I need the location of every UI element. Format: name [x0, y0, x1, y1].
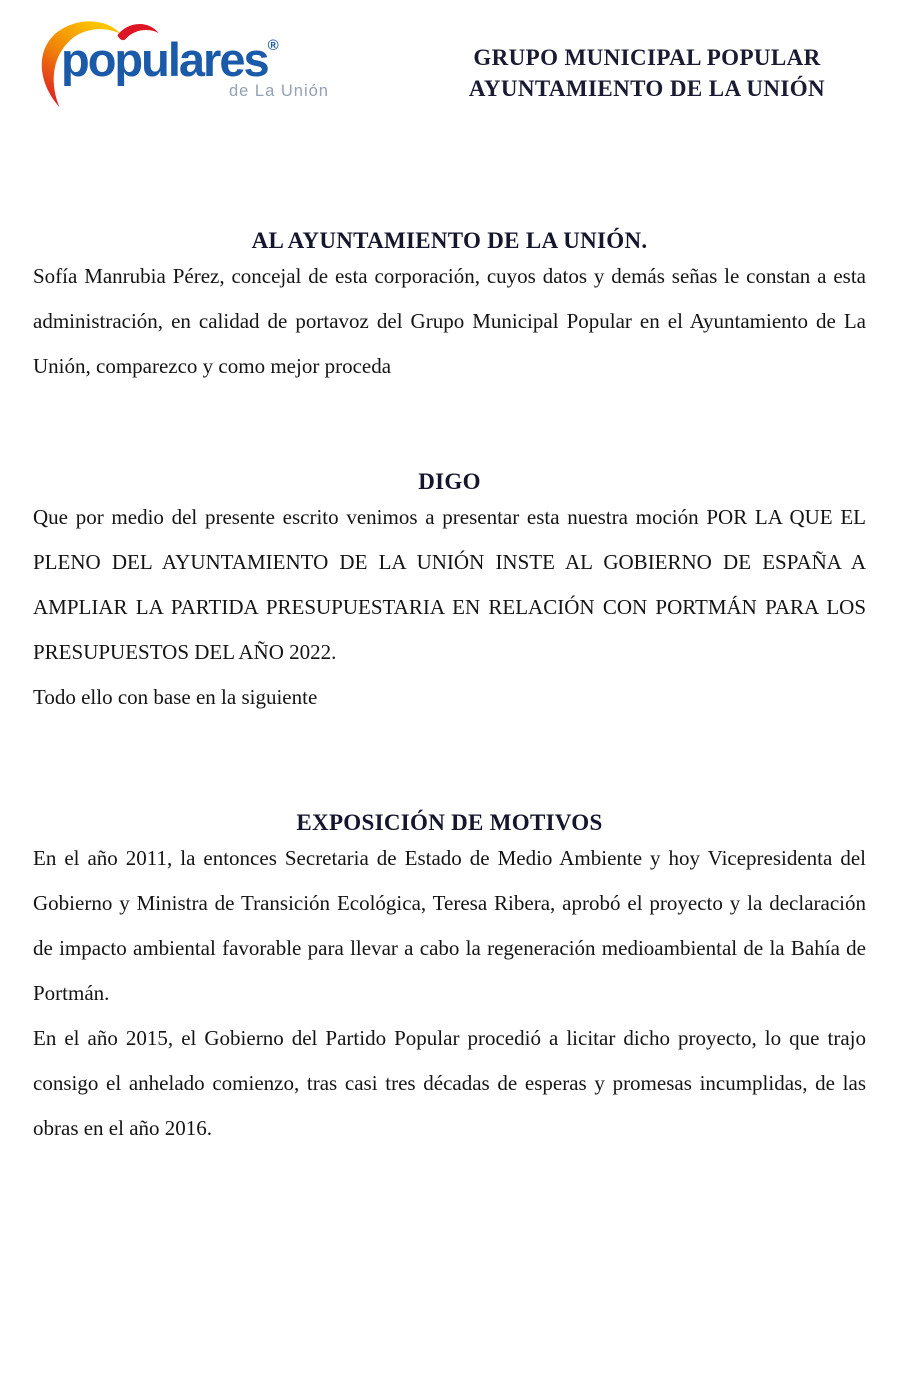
paragraph-basis: Todo ello con base en la siguiente [33, 685, 318, 709]
paragraph-intro: Sofía Manrubia Pérez, concejal de esta corporación, cuyos datos y demás señas le constan a esta administración, en calidad de portavoz del Grupo Municipal Popular en el Ayuntamiento de La Unión, comparezco y como mejor proceda [33, 264, 866, 378]
paragraph-motion: Que por medio del presente escrito venimos a presentar esta nuestra moción POR LA QUE EL PLENO DEL AYUNTAMIENTO DE LA UNIÓN INSTE AL GOBIERNO DE ESPAÑA A AMPLIAR LA PARTIDA PRESUPUESTARIA EN RELACIÓN CON PORTMÁN PARA LOS PRESUPUESTOS DEL AÑO 2022. [33, 505, 866, 664]
document-body [33, 228, 866, 1151]
logo-wordmark [61, 32, 279, 87]
letterhead [33, 14, 866, 106]
registered-trademark-icon: ® [267, 37, 279, 54]
letterhead-line1: GRUPO MUNICIPAL POPULAR [473, 45, 821, 70]
letterhead-title-block [428, 42, 866, 104]
document-title: AL AYUNTAMIENTO DE LA UNIÓN. [251, 228, 648, 253]
pp-logo [33, 14, 343, 106]
letterhead-line2: AYUNTAMIENTO DE LA UNIÓN [468, 76, 826, 101]
heading-digo: DIGO [418, 469, 481, 494]
logo-subtitle: de La Unión [229, 82, 329, 100]
paragraph-year-2015: En el año 2015, el Gobierno del Partido Popular procedió a licitar dicho proyecto, lo que trajo consigo el anhelado comienzo, tras casi tres décadas de esperas y promesas incumplidas, de las obras en el año 2016. [33, 1026, 866, 1140]
logo-brand-text: populares [61, 33, 268, 86]
heading-exposicion-de-motivos: EXPOSICIÓN DE MOTIVOS [296, 810, 603, 835]
paragraph-year-2011: En el año 2011, la entonces Secretaria de Estado de Medio Ambiente y hoy Vicepresidenta del Gobierno y Ministra de Transición Ecológica, Teresa Ribera, aprobó el proyecto y la declaración de impacto ambiental favorable para llevar a cabo la regeneración medioambiental de la Bahía de Portmán. [33, 846, 866, 1005]
